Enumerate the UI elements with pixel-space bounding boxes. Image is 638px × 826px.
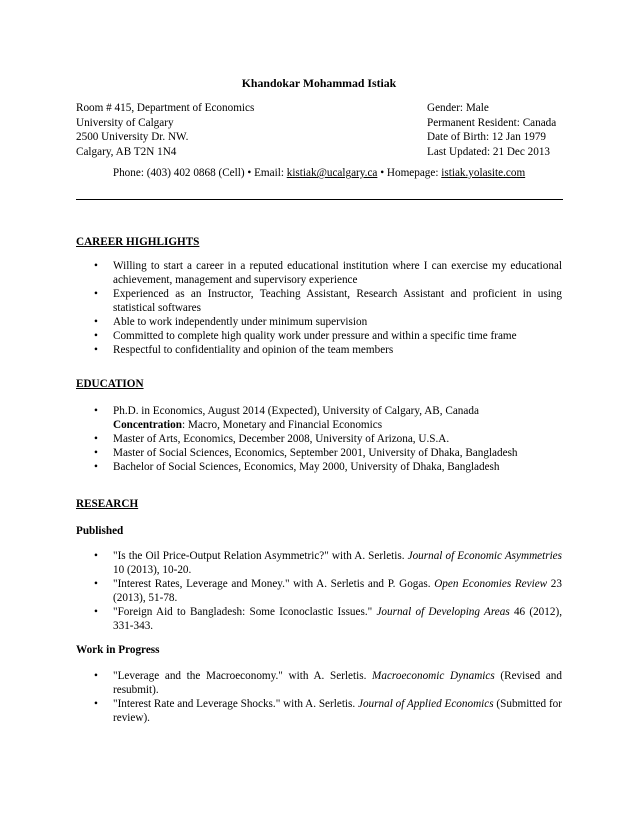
homepage-label: • Homepage:	[377, 167, 442, 179]
work-in-progress-subheading: Work in Progress	[76, 644, 160, 656]
mailing-address	[76, 101, 254, 159]
homepage-link[interactable]: istiak.yolasite.com	[441, 167, 526, 179]
address-line: 2500 University Dr. NW.	[76, 131, 189, 143]
citation-text: "Leverage and the Macroeconomy." with A. Serletis.	[113, 670, 373, 682]
published-list	[76, 549, 562, 633]
citation-text: "Interest Rates, Leverage and Money." with A. Serletis and P. Gogas.	[113, 578, 435, 590]
education-list	[76, 404, 562, 474]
career-highlights-list	[76, 259, 562, 357]
address-line: Calgary, AB T2N 1N4	[76, 145, 177, 158]
list-item: • Respectful to confidentiality and opinion of the team members	[76, 343, 562, 357]
citation-details: (Revised and resubmit).	[113, 670, 562, 696]
concentration-value: : Macro, Monetary and Financial Economics	[181, 419, 383, 431]
list-item: • Master of Arts, Economics, December 2008, University of Arizona, U.S.A.	[76, 432, 562, 446]
list-item	[76, 577, 562, 605]
citation-text: "Foreign Aid to Bangladesh: Some Iconoclastic Issues."	[113, 606, 377, 618]
list-item: • Committed to complete high quality work under pressure and within a specific time frame	[76, 329, 562, 343]
contact-line	[0, 166, 638, 180]
date-of-birth: Date of Birth: 12 Jan 1979	[427, 131, 547, 143]
list-item: • Experienced as an Instructor, Teaching Assistant, Research Assistant and proficient in using statistical softwares	[76, 287, 562, 315]
residency: Permanent Resident: Canada	[427, 116, 557, 129]
list-item: • Master of Social Sciences, Economics, September 2001, University of Dhaka, Bangladesh	[76, 446, 562, 460]
last-updated: Last Updated: 21 Dec 2013	[427, 145, 551, 158]
phd-degree: Ph.D. in Economics, August 2014 (Expected), University of Calgary, AB, Canada	[113, 405, 479, 417]
candidate-name: Khandokar Mohammad Istiak	[241, 76, 397, 90]
header-divider	[76, 199, 563, 200]
journal-name: Open Economies Review	[434, 578, 548, 590]
concentration-label: Concentration	[113, 419, 182, 431]
phone-text: Phone: (403) 402 0868 (Cell) • Email:	[112, 167, 287, 179]
list-item	[76, 549, 562, 577]
work-in-progress-list	[76, 669, 562, 725]
career-highlights-heading: CAREER HIGHLIGHTS	[76, 236, 200, 248]
journal-name: Journal of Economic Asymmetries	[407, 550, 563, 562]
email-link[interactable]: kistiak@ucalgary.ca	[286, 167, 378, 179]
journal-name: Macroeconomic Dynamics	[372, 670, 495, 682]
address-line: Room # 415, Department of Economics	[76, 102, 255, 114]
published-subheading: Published	[76, 525, 124, 537]
education-heading: EDUCATION	[76, 378, 144, 390]
list-item	[76, 605, 562, 633]
journal-name: Journal of Applied Economics	[358, 698, 494, 710]
research-heading: RESEARCH	[76, 498, 139, 510]
list-item	[76, 697, 562, 725]
list-item: • Willing to start a career in a reputed educational institution where I can exercise my educational achievement, management and supervisory experience	[76, 259, 562, 287]
address-line: University of Calgary	[76, 116, 174, 129]
citation-text: "Interest Rate and Leverage Shocks." with A. Serletis.	[113, 698, 358, 710]
gender: Gender: Male	[427, 102, 489, 114]
citation-details: 23 (2013), 51-78.	[113, 578, 562, 604]
citation-details: 46 (2012), 331-343.	[113, 606, 562, 632]
list-item	[76, 669, 562, 697]
list-item: • Bachelor of Social Sciences, Economics, May 2000, University of Dhaka, Bangladesh	[76, 460, 562, 474]
citation-details: (Submitted for review).	[113, 698, 562, 724]
citation-details: 10 (2013), 10-20.	[113, 564, 192, 576]
personal-info	[427, 101, 556, 159]
list-item	[76, 404, 562, 432]
journal-name: Journal of Developing Areas	[376, 606, 510, 618]
list-item: • Able to work independently under minimum supervision	[76, 315, 562, 329]
citation-text: "Is the Oil Price-Output Relation Asymmetric?" with A. Serletis.	[113, 550, 408, 562]
